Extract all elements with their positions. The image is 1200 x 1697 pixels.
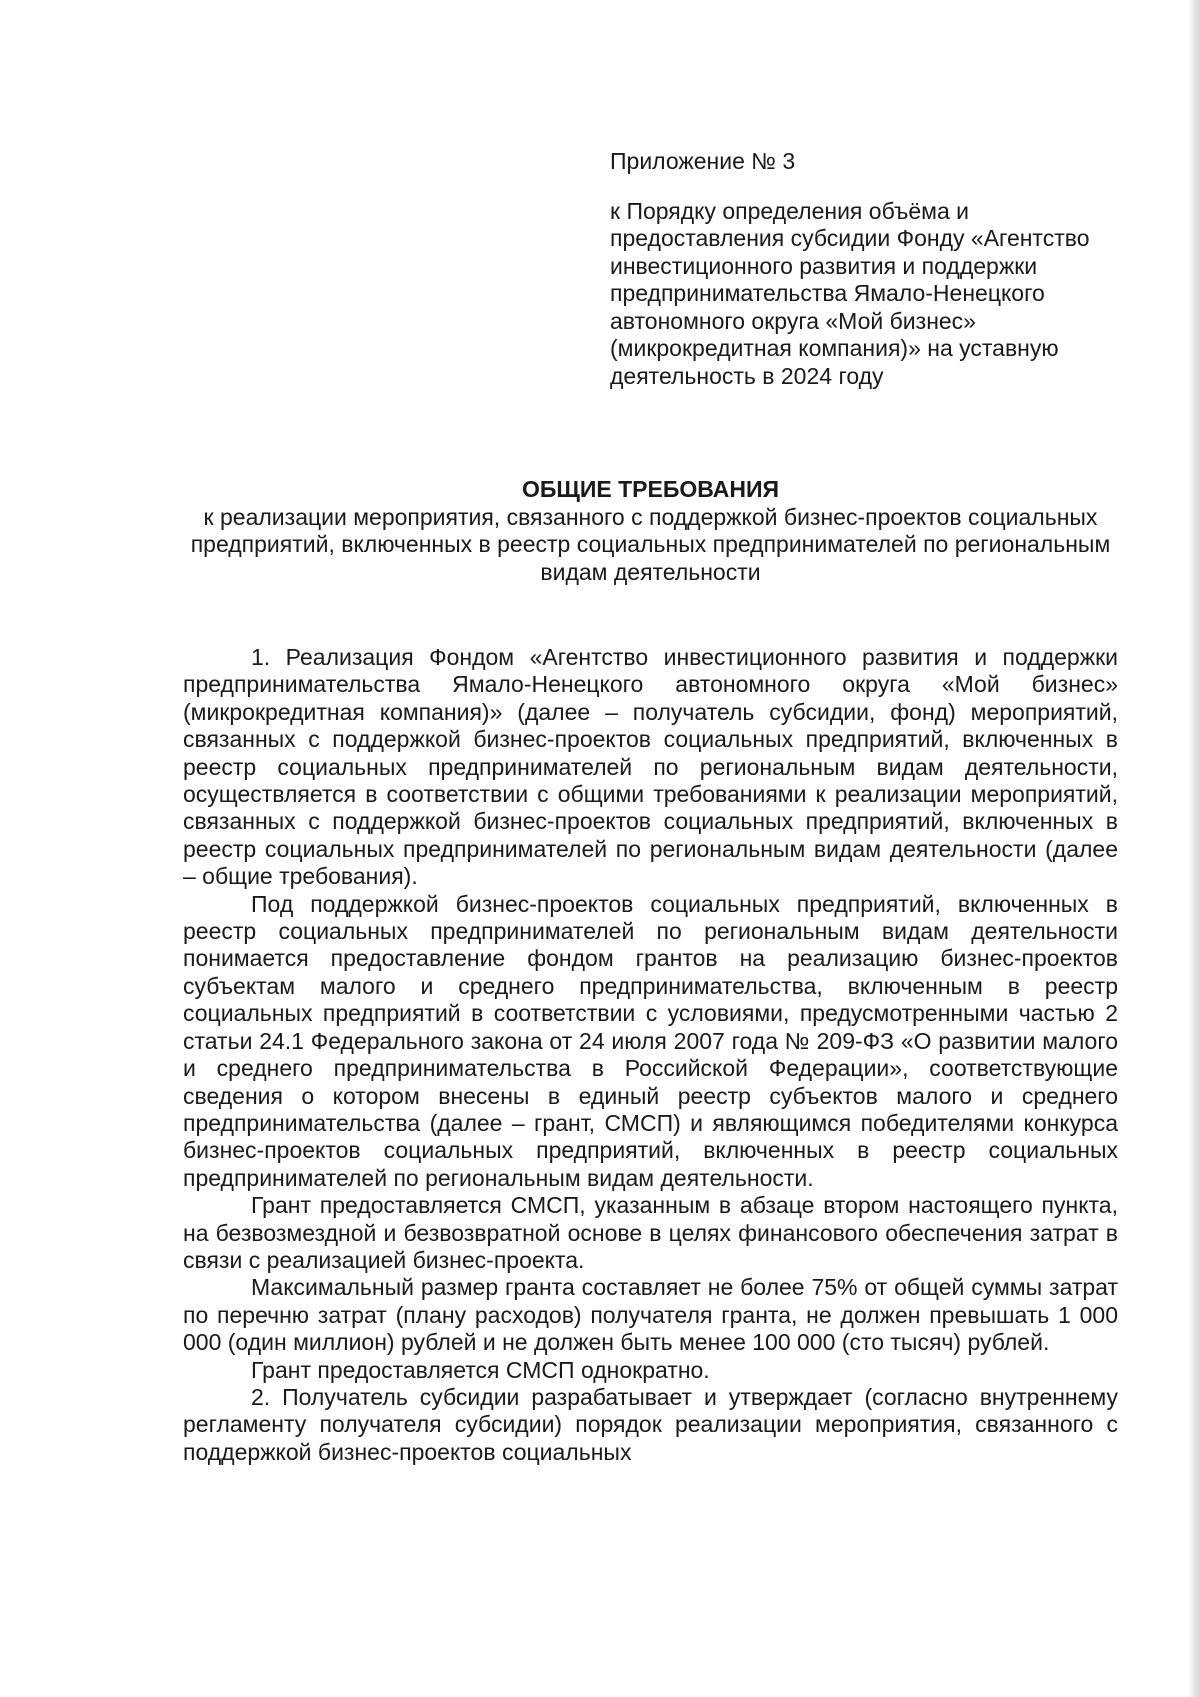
- appendix-number: Приложение № 3: [610, 148, 796, 174]
- paragraph: 1. Реализация Фондом «Агентство инвестиционного развития и поддержки предпринимательства Ямало-Ненецкого автономного округа «Мой бизнес» (микрокредитная компания)» (далее – получатель субсидии, фонд) мероприятий, связанных с поддержкой бизнес-проектов социальных предприятий, включенных в реестр социальных предпринимателей по региональным видам деятельности, осуществляется в соответствии с общими требованиями к реализации мероприятий, связанных с поддержкой бизнес-проектов социальных предприятий, включенных в реестр социальных предпринимателей по региональным видам деятельности (далее – общие требования).: [183, 644, 1118, 890]
- document-subtitle: к реализации мероприятия, связанного с поддержкой бизнес-проектов социальных предприятий, включенных в реестр социальных предпринимателей по региональным видам деятельности: [190, 503, 1111, 585]
- page-edge-shadow: [1188, 0, 1200, 1697]
- paragraph: Под поддержкой бизнес-проектов социальных предприятий, включенных в реестр социальных предпринимателей по региональным видам деятельности понимается предоставление фондом грантов на реализацию бизнес-проектов субъектам малого и среднего предпринимательства, включенным в реестр социальных предприятий в соответствии с условиями, предусмотренными частью 2 статьи 24.1 Федерального закона от 24 июля 2007 года № 209-ФЗ «О развитии малого и среднего предпринимательства в Российской Федерации», соответствующие сведения о котором внесены в единый реестр субъектов малого и среднего предпринимательства (далее – грант, СМСП) и являющимся победителями конкурса бизнес-проектов социальных предприятий, включенных в реестр социальных предпринимателей по региональным видам деятельности.: [183, 890, 1118, 1191]
- document-body: [183, 644, 1118, 1466]
- paragraph: Грант предоставляется СМСП однократно.: [251, 1356, 710, 1383]
- document-heading: [183, 476, 1118, 586]
- paragraph: Грант предоставляется СМСП, указанным в абзаце втором настоящего пункта, на безвозмездной и безвозвратной основе в целях финансового обеспечения затрат в связи с реализацией бизнес-проекта.: [183, 1192, 1118, 1273]
- document-title: ОБЩИЕ ТРЕБОВАНИЯ: [521, 476, 780, 502]
- appendix-block: [610, 148, 1090, 390]
- paragraph: Максимальный размер гранта составляет не более 75% от общей суммы затрат по перечню затрат (плану расходов) получателя гранта, не должен превышать 1 000 000 (один миллион) рублей и не должен быть менее 100 000 (сто тысяч) рублей.: [183, 1274, 1118, 1356]
- paragraph: 2. Получатель субсидии разрабатывает и утверждает (согласно внутреннему регламенту получателя субсидии) порядок реализации мероприятия, связанного с поддержкой бизнес-проектов социальных: [183, 1383, 1118, 1465]
- appendix-subtitle: к Порядку определения объёма и предоставления субсидии Фонду «Агентство инвестиционного развития и поддержки предпринимательства Ямало-Ненецкого автономного округа «Мой бизнес» (микрокредитная компания)» на уставную деятельность в 2024 году: [610, 197, 1090, 389]
